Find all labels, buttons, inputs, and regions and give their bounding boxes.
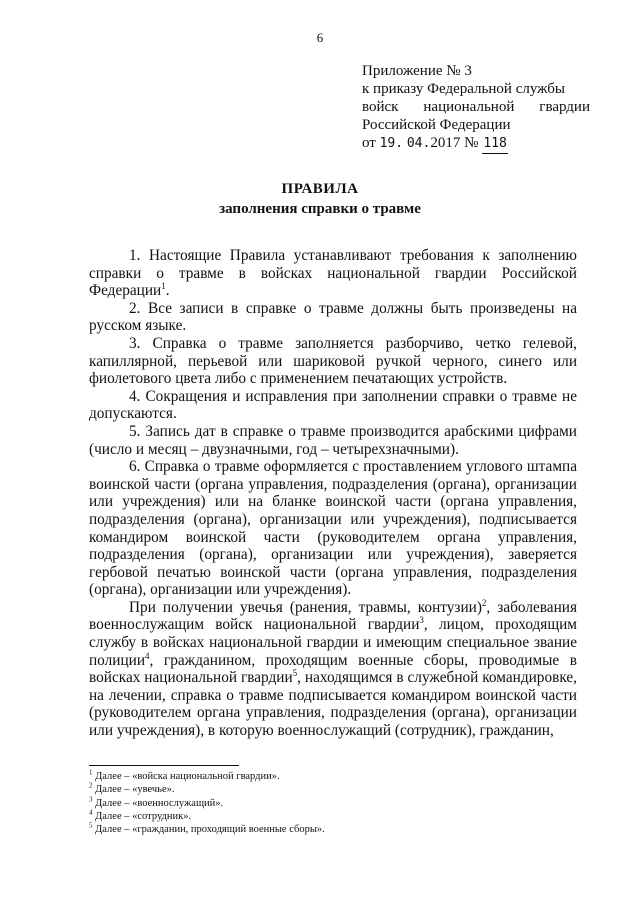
number-sign: № (464, 135, 479, 151)
order-number: 118 (482, 135, 508, 154)
footnote-mark: 2 (89, 781, 93, 790)
appendix-line-3-word-2: национальной (423, 99, 515, 115)
footnote-ref-4: 4 (145, 650, 150, 661)
document-title: ПРАВИЛА (281, 181, 359, 197)
footnote-5 (89, 823, 509, 836)
footnote-mark: 5 (89, 821, 93, 830)
appendix-header (362, 62, 590, 154)
paragraph-2: 2. Все записи в справке о травме должны быть произведены на русском языке. (89, 299, 577, 335)
footnote-mark: 1 (89, 768, 93, 777)
appendix-line-4: Российской Федерации (362, 117, 511, 133)
paragraph-5: 5. Запись дат в справке о травме производится арабскими цифрами (число и месяц – двузначными, год – четырехзначными). (89, 422, 577, 458)
date-month: 04. (406, 136, 431, 151)
order-date-line (362, 134, 590, 154)
footnote-2 (89, 783, 509, 796)
appendix-line-3-word-1: войск (362, 99, 399, 115)
date-prefix: от (362, 135, 376, 151)
footnote-text: Далее – «гражданин, проходящий военные сборы». (95, 824, 325, 836)
footnote-text: Далее – «войска национальной гвардии». (95, 771, 280, 782)
appendix-line-1: Приложение № 3 (362, 63, 472, 79)
paragraph-7-text-a: При получении увечья (ранения, травмы, контузии) (129, 598, 482, 616)
paragraph-7-text-c: , лицом, проходящим службу в войсках национальной гвардии и имеющим специальное звание полиции (89, 616, 577, 669)
footnote-ref-1: 1 (161, 281, 166, 292)
footnote-ref-5: 5 (292, 668, 298, 679)
paragraph-7-text-e: , находящимся в служебной командировке, на лечении, справка о травме подписывается командиром воинской части (руководителем органа управления, подразделения (органа), организации или учреждения), в которую военнослужащий (сотрудник), гражданин, (89, 669, 577, 740)
footnote-divider (89, 765, 239, 766)
paragraph-1-text: 1. Настоящие Правила устанавливают требования к заполнению справки о травме в войсках национальной гвардии Российской Федерации (89, 247, 577, 300)
appendix-line-2: к приказу Федеральной службы (362, 81, 566, 97)
paragraph-3: 3. Справка о травме заполняется разборчиво, четко гелевой, капиллярной, перьевой или шариковой ручкой черного, синего или фиолетового цвета либо с применением печатающих устройств. (89, 334, 577, 388)
paragraph-1-end: . (165, 282, 170, 300)
document-subtitle: заполнения справки о травме (219, 201, 421, 217)
footnote-mark: 3 (89, 795, 93, 804)
paragraph-6: 6. Справка о травме оформляется с проставлением углового штампа воинской части (органа управления, подразделения (органа), организации или учреждения) или на бланке воинской части (органа управления, подразделения (органа), организации или учреждения), подписывается командиром воинской части (руководителем органа управления, подразделения (органа), организации или учреждения), заверяется гербовой печатью воинской части (органа управления, подразделения (органа), организации или учреждения). (89, 458, 577, 599)
appendix-line-3 (362, 98, 590, 116)
paragraph-1 (89, 247, 577, 300)
footnote-3 (89, 797, 509, 810)
footnote-text: Далее – «увечье». (95, 784, 175, 796)
footnote-mark: 4 (89, 808, 93, 817)
date-day: 19. (379, 136, 404, 151)
footnotes (89, 770, 509, 836)
appendix-line-3-word-3: гвардии (539, 99, 590, 115)
footnote-1 (89, 770, 509, 783)
paragraph-4: 4. Сокращения и исправления при заполнении справки о травме не допускаются. (89, 387, 577, 423)
footnote-4 (89, 810, 509, 823)
footnote-text: Далее – «военнослужащий». (95, 797, 224, 809)
paragraph-7 (89, 599, 577, 740)
document-body (89, 247, 577, 740)
page-number: 6 (316, 30, 324, 45)
footnote-ref-2: 2 (481, 597, 487, 608)
paragraph-7-text-d: , гражданином, проходящим военные сборы, проводимые в войсках национальной гвардии (89, 651, 577, 687)
footnote-ref-3: 3 (419, 615, 424, 626)
footnote-text: Далее – «сотрудник». (95, 810, 192, 822)
paragraph-7-text-b: , заболевания военнослужащим войск национальной гвардии (89, 598, 578, 634)
date-year: 2017 (430, 135, 461, 151)
